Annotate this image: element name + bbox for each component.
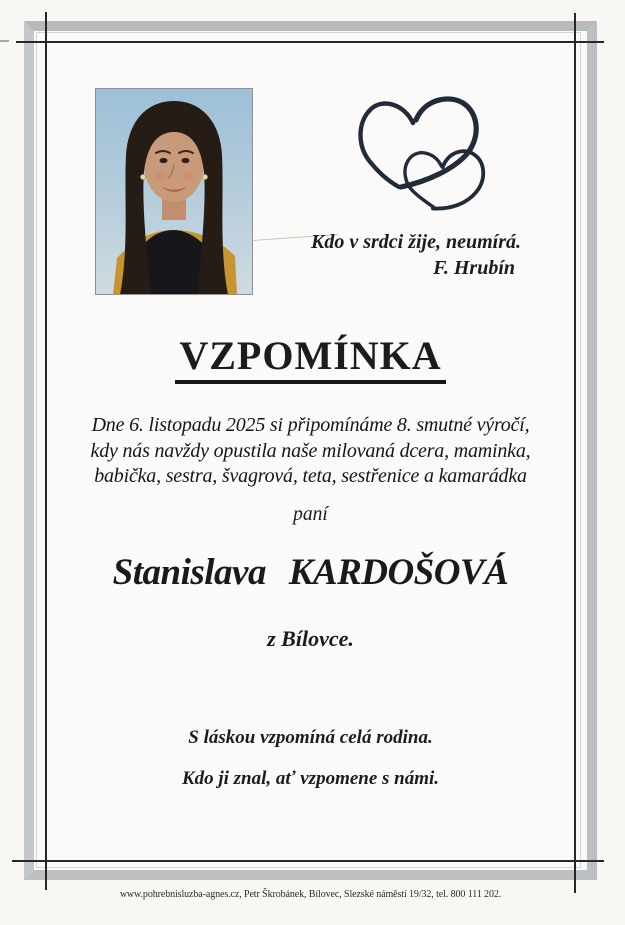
memorial-title: VZPOMÍNKA (175, 334, 445, 384)
intro-line-2: kdy nás navždy opustila naše milovaná dcera, maminka, (90, 439, 531, 462)
honorific: paní (293, 504, 328, 525)
footer-contact: www.pohrebnisluzba-agnes.cz, Petr Škrobánek, Bílovec, Slezské náměstí 19/32, tel. 800 111 202. (119, 889, 502, 900)
intro-line-3: babička, sestra, švagrová, teta, sestřenice a kamarádka (94, 465, 527, 487)
scan-artifact-dash (0, 40, 9, 42)
quote-line: Kdo v srdci žije, neumírá. (310, 231, 521, 253)
quote-block (311, 229, 521, 281)
intro-paragraph (24, 413, 597, 490)
title-row (24, 334, 597, 384)
origin-line: z Bílovce. (267, 626, 354, 651)
closing-line-1: S láskou vzpomíná celá rodina. (188, 727, 433, 748)
hearts-icon (350, 90, 500, 225)
intro-line-1: Dne 6. listopadu 2025 si připomínáme 8. smutné výročí, (91, 414, 530, 436)
black-frame-line-bottom (12, 860, 604, 862)
quote-attribution: F. Hrubín (433, 257, 515, 279)
deceased-name: Stanislava KARDOŠOVÁ (112, 552, 509, 593)
black-frame-line-top (16, 41, 604, 43)
portrait-photo (95, 88, 253, 295)
closing-line-2: Kdo ji znal, ať vzpomene s námi. (181, 768, 440, 789)
